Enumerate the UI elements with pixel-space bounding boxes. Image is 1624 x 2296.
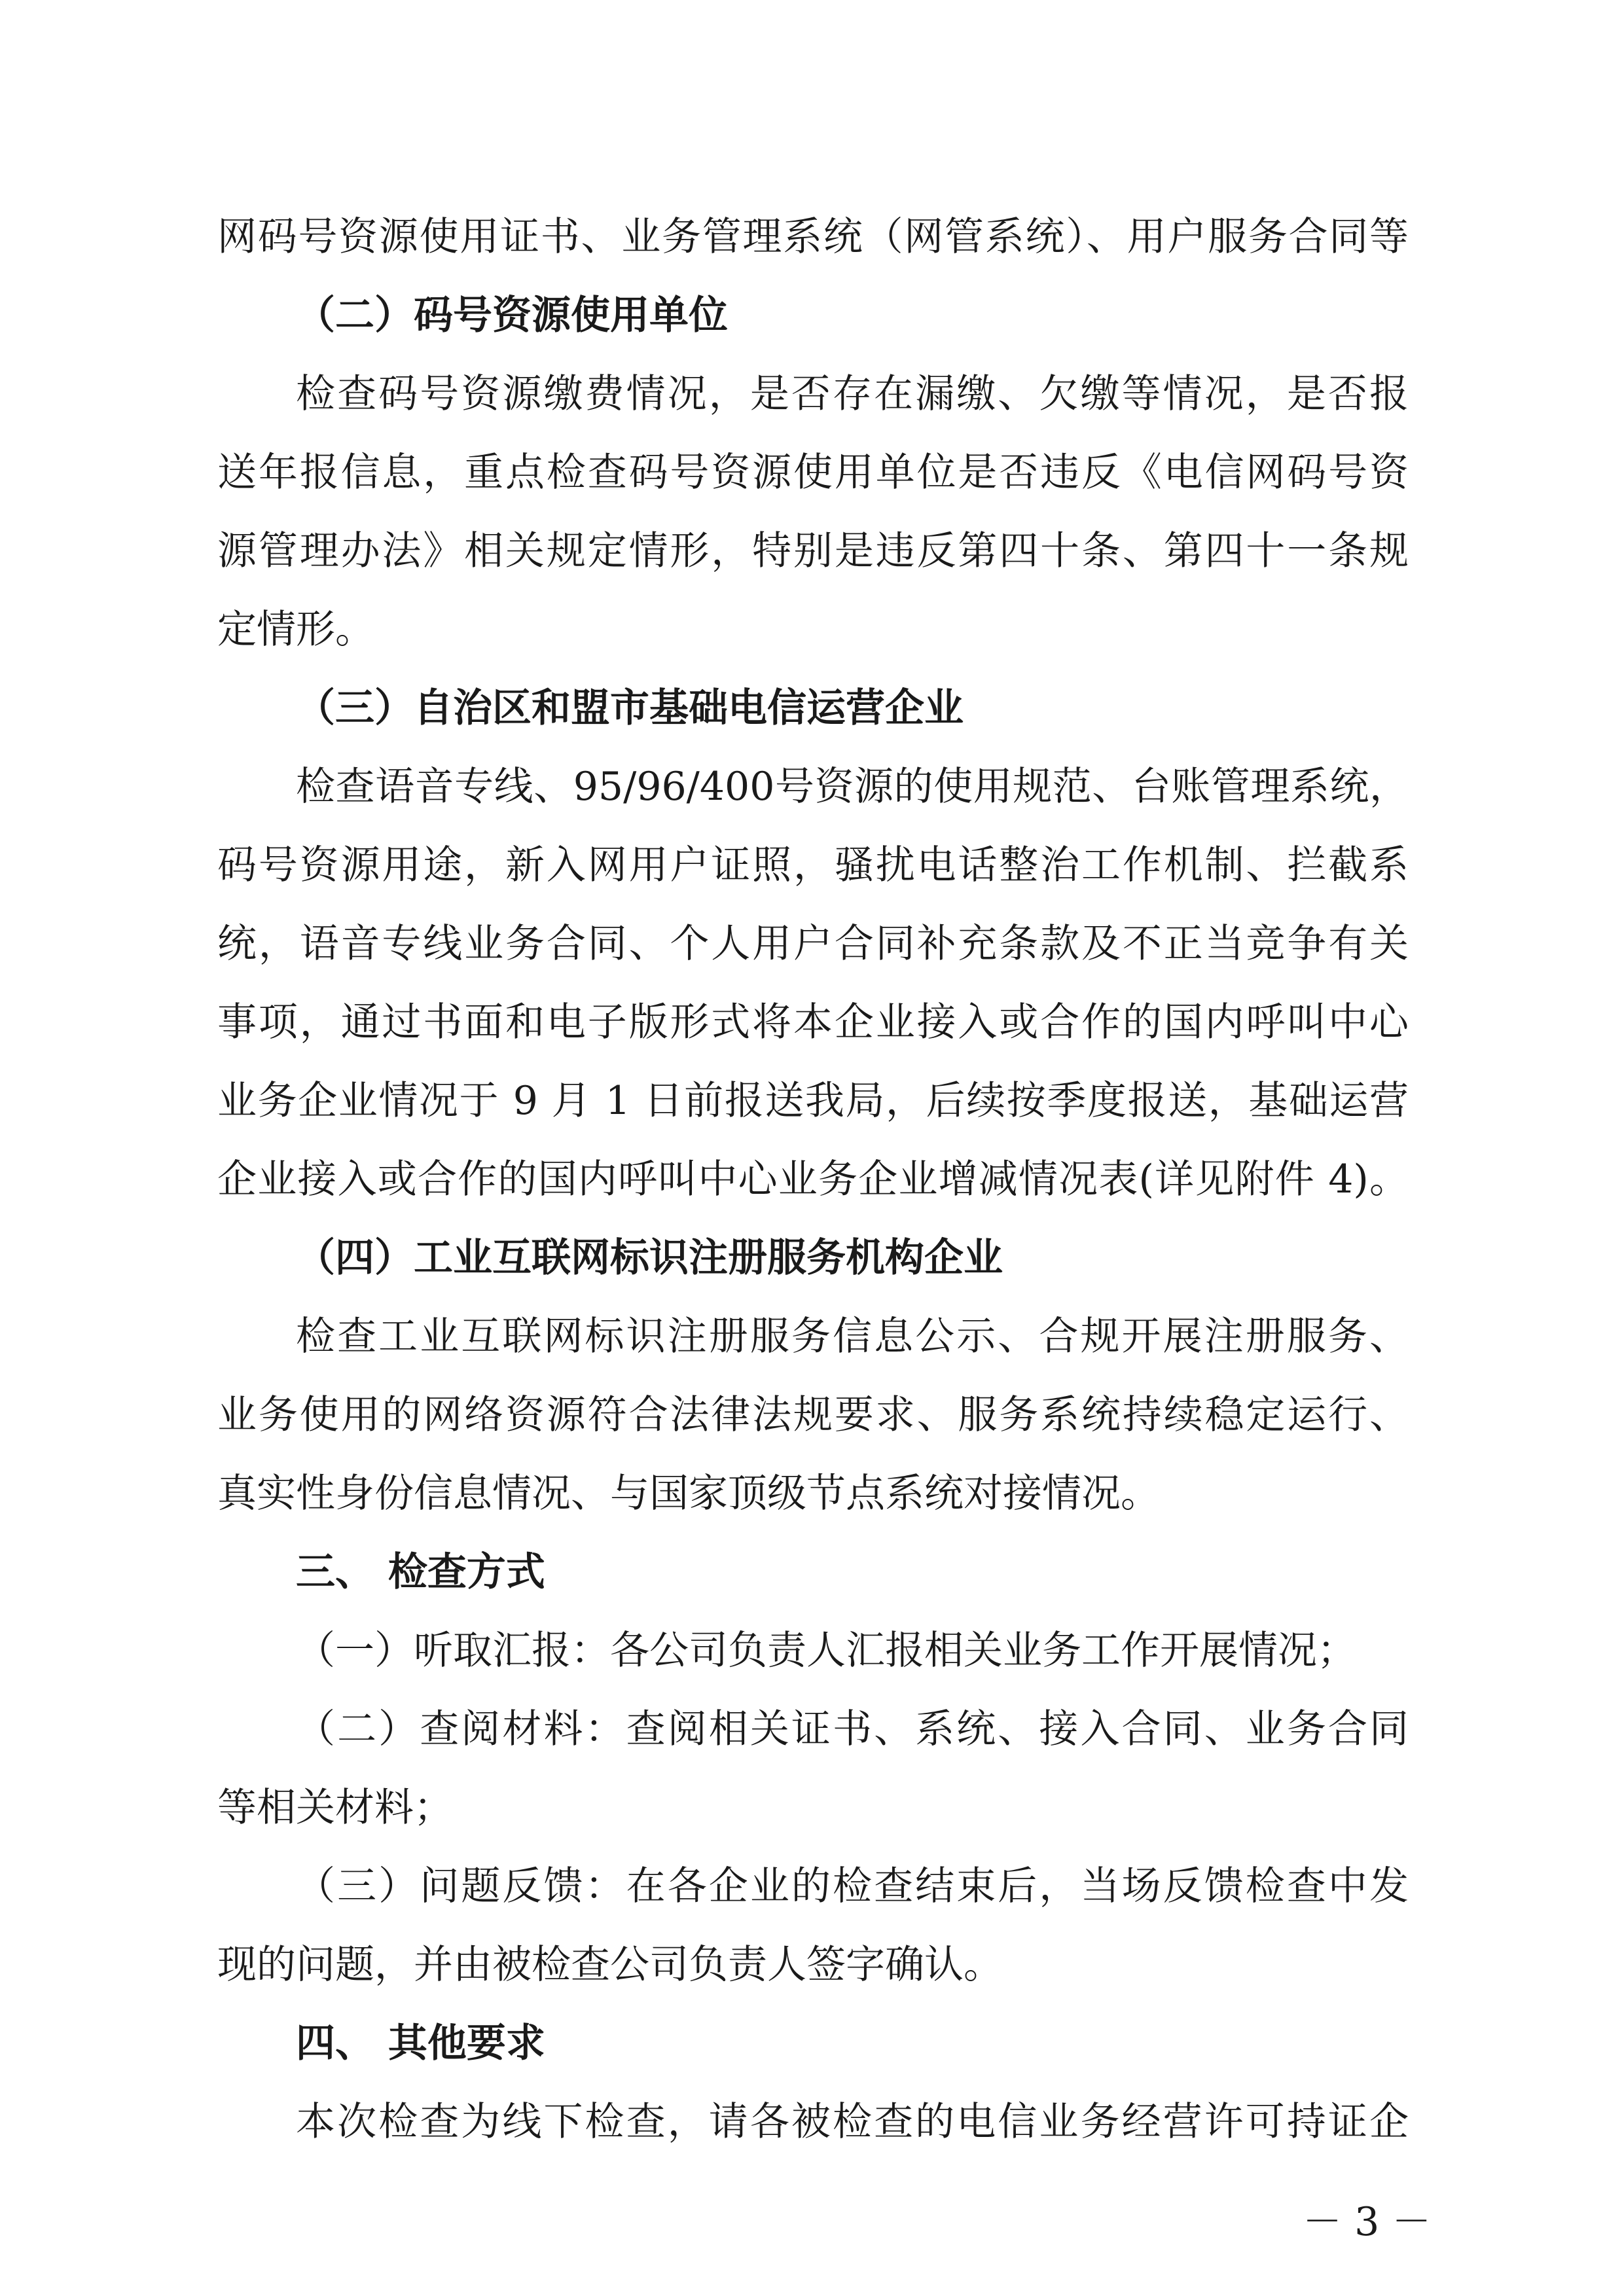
section-heading-other-requirements: 四、 其他要求: [296, 2020, 545, 2066]
body-text-line: 业务企业情况于 9 月 1 日前报送我局，后续按季度报送，基础运营: [217, 1078, 1409, 1124]
body-text-line: 业务使用的网络资源符合法律法规要求、服务系统持续稳定运行、: [217, 1392, 1409, 1438]
page-number: － 3 －: [1303, 2199, 1432, 2245]
body-text-line: （三）问题反馈：在各企业的检查结束后，当场反馈检查中发: [296, 1863, 1409, 1909]
body-text-line: 网码号资源使用证书、业务管理系统（网管系统）、用户服务合同等: [217, 214, 1409, 260]
body-text-line: 事项，通过书面和电子版形式将本企业接入或合作的国内呼叫中心: [217, 999, 1409, 1045]
body-text-line: 检查工业互联网标识注册服务信息公示、合规开展注册服务、: [296, 1314, 1409, 1359]
body-text-line: 检查语音专线、95/96/400号资源的使用规范、台账管理系统，: [296, 764, 1409, 810]
section-heading-inspection-method: 三、 检查方式: [296, 1549, 545, 1595]
body-text-line: 本次检查为线下检查，请各被检查的电信业务经营许可持证企: [296, 2099, 1409, 2145]
body-text-line: 码号资源用途，新入网用户证照，骚扰电话整治工作机制、拦截系: [217, 842, 1409, 888]
section-heading-basic-telecom-operators: （三）自治区和盟市基础电信运营企业: [296, 685, 964, 731]
body-text-line: 送年报信息，重点检查码号资源使用单位是否违反《电信网码号资: [217, 450, 1409, 495]
body-text-line: 现的问题，并由被检查公司负责人签字确认。: [217, 1942, 1003, 1988]
section-heading-code-resource-users: （二）码号资源使用单位: [296, 293, 728, 338]
body-text-line: （二）查阅材料：查阅相关证书、系统、接入合同、业务合同: [296, 1706, 1409, 1752]
body-text-line: 源管理办法》相关规定情形，特别是违反第四十条、第四十一条规: [217, 528, 1409, 574]
body-text-line: 等相关材料；: [217, 1785, 453, 1831]
body-text-line: 统，语音专线业务合同、个人用户合同补充条款及不正当竞争有关: [217, 921, 1409, 967]
body-text-line: 真实性身份信息情况、与国家顶级节点系统对接情况。: [217, 1471, 1160, 1516]
body-text-line: 定情形。: [217, 607, 374, 653]
section-heading-industrial-internet-registrars: （四）工业互联网标识注册服务机构企业: [296, 1235, 1003, 1281]
body-text-line: 企业接入或合作的国内呼叫中心业务企业增减情况表(详见附件 4)。: [217, 1157, 1409, 1202]
body-text-line: （一）听取汇报：各公司负责人汇报相关业务工作开展情况；: [296, 1628, 1356, 1674]
body-text-line: 检查码号资源缴费情况，是否存在漏缴、欠缴等情况，是否报: [296, 371, 1409, 417]
